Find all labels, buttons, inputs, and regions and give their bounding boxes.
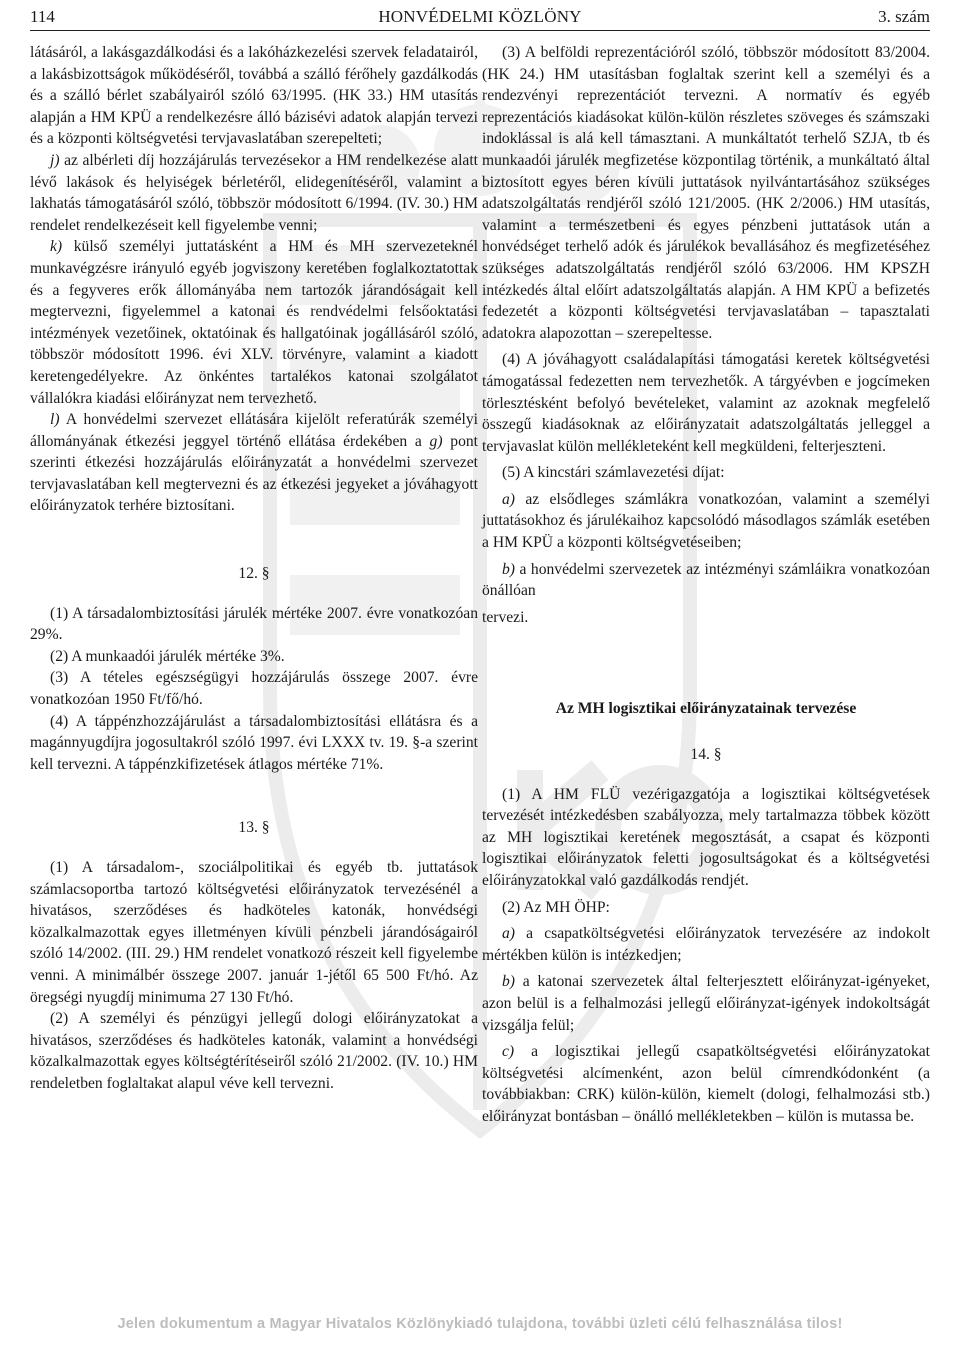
paragraph: (3) A tételes egészségügyi hozzájárulás összege 2007. évre vonatkozóan 1950 Ft/fő/hó. xyxy=(30,669,478,709)
paragraph-a xyxy=(482,489,930,554)
section-heading: Az MH logisztikai előirányzatainak tervezése xyxy=(555,700,857,718)
paragraph-text: a katonai szervezetek által felterjesztett előirányzat-igényeket, azon belül is a felhalmozási jellegű előirányzat-igények indokoltságát vizsgálja felül; xyxy=(482,973,930,1034)
page-header xyxy=(30,4,930,31)
right-column xyxy=(482,42,930,1128)
paragraph-text: az albérleti díj hozzájárulás tervezésekor a HM rendelkezése alatt lévő lakások és helyiségek bérletéről, elidegenítéséről, valamint a lakhatás támogatásáról szóló, többször módosított 6/1994. (IV. 30.) HM rendelet rendelkezéseit kell figyelembe venni; xyxy=(30,151,478,234)
paragraph: (2) A munkaadói járulék mértéke 3%. xyxy=(50,647,285,665)
paragraph-text: A honvédelmi szervezet ellátására kijelölt referatúrák személyi állományának étkezési jeggyel történő ellátása érdekében a xyxy=(30,411,478,450)
paragraph-k xyxy=(30,236,478,409)
item-label: l) xyxy=(50,411,60,429)
paragraph-text: külső személyi juttatásként a HM és MH szervezeteknél munkavégzésre irányuló egyéb jogviszony keretében foglalkoztatottak és a fegyveres erők állományába nem tartozók járandóságait kell megtervezni, figyelemmel a katonai és rendvédelmi felsőoktatási intézmények vezetőinek, oktatóinak és hallgatóinak jogállásáról szóló, többször módosított 1996. évi XLV. törvényre, valamint a kiadott keretengedélyekre. Az önkéntes tartalékos katonai szolgálatot vállalókra kiadási előirányzat nem tervezhető. xyxy=(30,238,478,407)
item-label: b) xyxy=(502,560,515,578)
paragraph-text: a logisztikai jellegű csapatköltségvetési előirányzatokat költségvetési alcímenként, azon belül címrendkódonként (a továbbiakban: CRK) külön-külön, kiemelt (dologi, felhalmozási stb.) előirányzat bontásban – önálló mellékletekben – külön is mutassa be. xyxy=(482,1043,930,1125)
paragraph: (1) A HM FLÜ vezérigazgatója a logisztikai költségvetések tervezését intézkedésben szabályozza, mely tartalmazza többek között az MH logisztikai keretének megosztását, a csapat és központi logisztikai előirányzatok feletti jogosultságokat és a költségvetési előirányzatokkal való gazdálkodás rendjét. xyxy=(482,785,930,889)
paragraph-b xyxy=(482,971,930,1036)
journal-title: HONVÉDELMI KÖZLÖNY xyxy=(378,7,582,26)
paragraph-a xyxy=(482,923,930,966)
paragraph-c xyxy=(482,1041,930,1127)
paragraph: (1) A társadalombiztosítási járulék mértéke 2007. évre vonatkozóan 29%. xyxy=(30,604,478,644)
item-reference: g) xyxy=(429,432,443,450)
item-label: a) xyxy=(502,925,515,943)
paragraph-l xyxy=(30,409,478,517)
item-label: c) xyxy=(502,1043,515,1061)
section-number-12: 12. § xyxy=(238,565,270,583)
item-label: k) xyxy=(50,238,63,256)
left-column xyxy=(30,42,478,1095)
paragraph: (4) A táppénzhozzájárulást a társadalombiztosítási ellátásra és a magánnyugdíjra jogosultakról szóló 1997. évi LXXX tv. 19. §-a szerint kell tervezni. A táppénzkifizetések átlagos mértéke 71%. xyxy=(30,712,478,773)
paragraph-j xyxy=(30,150,478,236)
section-number-13: 13. § xyxy=(238,819,270,837)
paragraph: (3) A belföldi reprezentációról szóló, többször módosított 83/2004. (HK 24.) HM utasításban foglaltak szerint kell a személyi és a rendezvényi reprezentációt tervezni. A normatív és egyéb reprezentációs kiadásokat külön-külön részletes szöveges és számszaki indoklással is alá kell támasztani. A munkáltatót terhelő SZJA, tb és munkaadói járulék megfizetése központilag történik, a munkáltató által biztosított egyes béren kívüli juttatások nyilvántartásához szükséges adatszolgáltatás rendjéről szóló 121/2005. (HK 2/2006.) HM utasítás, valamint a természetbeni és egyes pénzbeni juttatások után a honvédséget terhelő adók és járulékok bevallásához és megfizetéséhez szükséges adatszolgáltatás rendjéről szóló 63/2006. HM KPSZH intézkedés által előírt adatszolgáltatás alapján. A HM KPÜ a befizetés fedezetét a központi költségvetési tervjavaslatában – tapasztalati adatokra alapozottan – szerepeltesse. xyxy=(482,44,930,342)
paragraph: (2) Az MH ÖHP: xyxy=(502,898,610,916)
issue-number: 3. szám xyxy=(878,7,930,26)
section-number-14: 14. § xyxy=(690,746,722,764)
paragraph: (2) A személyi és pénzügyi jellegű dologi előirányzatokat a hivatásos, szerződéses és hadköteles katonák, valamint a honvédségi közalkalmazottak egyes költségtérítéseiről szóló 21/2002. (IV. 10.) HM rendeletben foglaltakat alapul véve kell tervezni. xyxy=(30,1010,478,1092)
paragraph: (5) A kincstári számlavezetési díjat: xyxy=(502,464,725,482)
paragraph: látásáról, a lakásgazdálkodási és a lakóházkezelési szervek feladatairól, a lakásbizottságok működéséről, továbbá a szálló férőhely gazdálkodás és a szálló bérlet szabályairól szóló 63/1995. (HK 33.) HM utasítás alapján a HM KPÜ a rendelkezésre álló bázisévi adatok alapján tervezi és a központi költségvetési tervjavaslatában szerepelteti; xyxy=(30,44,478,148)
paragraph-text: az elsődleges számlákra vonatkozóan, valamint a személyi juttatásokhoz és járulékaihoz kapcsolódó másodlagos számlák esetében a HM KPÜ a központi költségvetéseiben; xyxy=(482,490,930,552)
item-label: a) xyxy=(502,490,515,508)
paragraph: tervezi. xyxy=(482,608,529,626)
item-label: j) xyxy=(50,151,60,169)
paragraph-text: a honvédelmi szervezetek az intézményi számláikra vonatkozóan önállóan xyxy=(482,560,930,600)
paragraph-text: pont szerinti étkezési hozzájárulás előirányzatát a honvédelmi szervezet tervjavaslatában kell megtervezni és az étkezési jegyeket a jóváhagyott előirányzatok terhére biztosítani. xyxy=(30,432,478,515)
paragraph: (1) A társadalom-, szociálpolitikai és egyéb tb. juttatások számlacsoportba tartozó költségvetési előirányzatok tervezésénél a hivatásos, szerződéses és hadköteles katonák, honvédségi közalkalmazottak egyes illetményen kívüli pénzbeli járandóságairól szóló 14/2002. (III. 29.) HM rendelet vonatkozó részeit kell figyelembe venni. A minimálbér összege 2007. január 1-jétől 65 500 Ft/hó. Az öregségi nyugdíj minimuma 27 130 Ft/hó. xyxy=(30,859,478,1006)
item-label: b) xyxy=(502,973,515,991)
paragraph-b xyxy=(482,559,930,602)
page-number: 114 xyxy=(30,7,55,26)
paragraph: (4) A jóváhagyott családalapítási támogatási keretek költségvetési támogatással fedezetten nem tervezhetők. A tárgyévben e jogcímeken törlesztésként befolyó bevételeket, valamint az azoknak megfelelő összegű kiadásoknak az előirányzatait adatszolgáltatás jelleggel a tervjavaslat külön mellékleteként kell megküldeni, felterjeszteni. xyxy=(482,351,930,455)
paragraph-text: a csapatköltségvetési előirányzatok tervezésére az indokolt mértékben külön is intézkedjen; xyxy=(482,925,930,964)
footer-notice: Jelen dokumentum a Magyar Hivatalos Közlönykiadó tulajdona, további üzleti célú felhasználása tilos! xyxy=(117,1316,843,1332)
